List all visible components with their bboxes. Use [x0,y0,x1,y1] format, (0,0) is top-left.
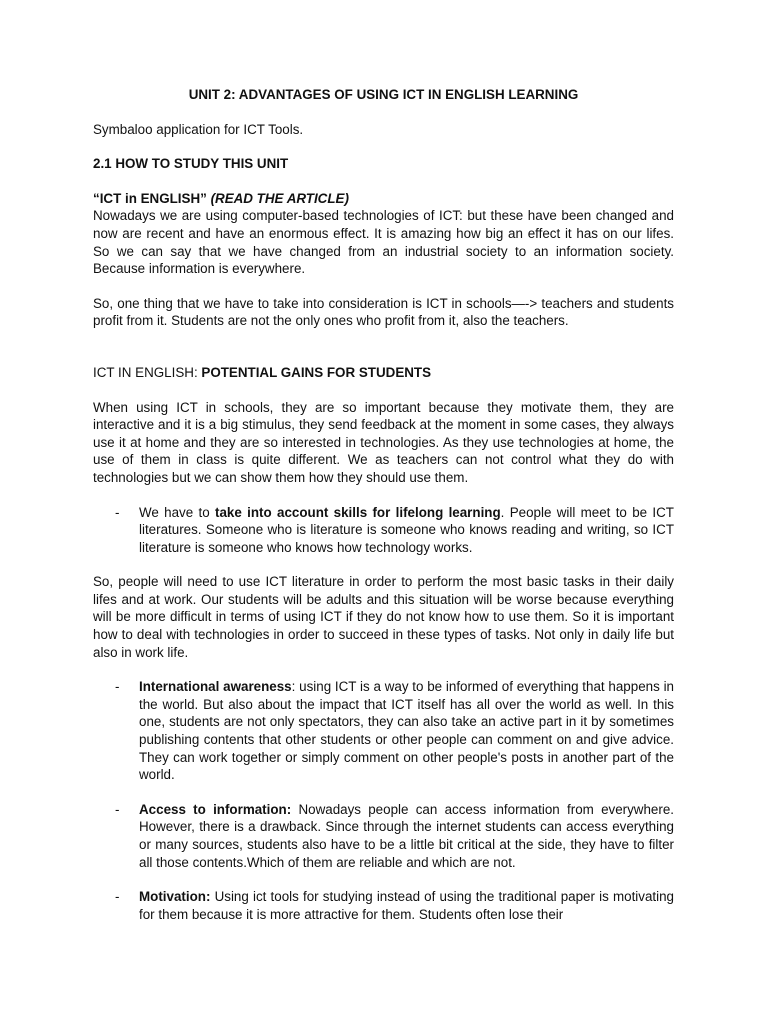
list-item-bold: Motivation: [139,889,211,905]
intro-line: Symbaloo application for ICT Tools. [93,121,304,137]
list-item-text: Using ict tools for studying instead of using the traditional paper is motivating for them because it is more attractive for them. Students often lose their [139,889,674,922]
list-dash: - [115,679,120,695]
gains-heading-bold: POTENTIAL GAINS FOR STUDENTS [201,364,432,380]
paragraph-1: Nowadays we are using computer-based technologies of ICT: but these have been changed and now are recent and have an enormous effect. It is amazing how big an effect it has on our lifes. So we can say that we have changed from an industrial society to an information society. Because information is everywhere. [93,208,674,277]
gains-list [93,678,674,923]
list-item-pre: We have to [139,504,216,520]
article-heading [93,190,674,208]
document-title: UNIT 2: ADVANTAGES OF USING ICT IN ENGLISH LEARNING [188,87,579,102]
article-heading-main: “ICT in ENGLISH” [93,190,207,206]
article-heading-note: (READ THE ARTICLE) [210,190,349,206]
gains-heading-prefix: ICT IN ENGLISH: [93,364,202,380]
list-dash: - [115,801,120,817]
list-item-bold: Access to information: [139,801,292,817]
list-item-bold: International awareness [139,679,292,695]
list-item [93,678,674,784]
list-item-text: Nowadays people can access information from everywhere. However, there is a drawback. Since through the internet students can access everything or many sources, students also have to be a little bit critical at the side, they have to filter all those contents.Which of them are reliable and which are not. [139,801,675,870]
list-item-post: . People will meet to be ICT literatures. Someone who is literature is someone who knows reading and writing, so ICT literature is someone who knows how technology works. [139,504,674,555]
list-dash: - [115,889,120,905]
list-item [93,504,674,557]
paragraph-3: When using ICT in schools, they are so important because they motivate them, they are interactive and it is a big stimulus, they send feedback at the moment in some cases, they always use it at home and they are so interested in technologies. As they use technologies at home, the use of them in class is quite different. We as teachers can not control what they do with technologies but we can show them how they should use them. [93,399,674,485]
list-item [93,801,674,871]
gains-heading [93,364,674,382]
lifelong-list [93,504,674,557]
list-item-bold: take into account skills for lifelong learning [215,504,501,520]
section-heading: 2.1 HOW TO STUDY THIS UNIT [93,156,289,172]
document-page [93,86,674,940]
list-item [93,888,674,923]
paragraph-4: So, people will need to use ICT literature in order to perform the most basic tasks in their daily lifes and at work. Our students will be adults and this situation will be worse because everything will be more difficult in terms of using ICT if they do not know how to use them. So it is important how to deal with technologies in order to succeed in these types of tasks. Not only in daily life but also in work life. [93,574,674,660]
list-dash: - [115,504,120,520]
list-item-text: : using ICT is a way to be informed of everything that happens in the world. But also about the impact that ICT itself has all over the world as well. In this one, students are not only spectators, they can also take an active part in it by sometimes publishing contents that other students or other people can comment on and give advice. They can work together or simply comment on other people's posts in another part of the world. [139,679,674,783]
paragraph-2: So, one thing that we have to take into consideration is ICT in schools—-> teachers and students profit from it. Students are not the only ones who profit from it, also the teachers. [93,295,674,329]
